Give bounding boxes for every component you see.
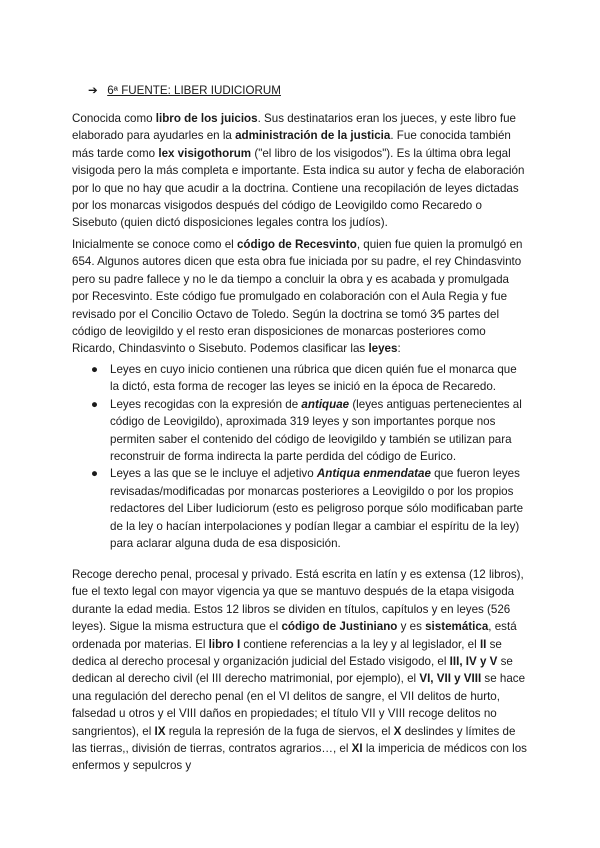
- bullet-icon: ●: [91, 363, 99, 376]
- laws-classification-list: [72, 361, 528, 552]
- section-heading: [88, 82, 281, 99]
- term-administracion-justicia: administración de la justicia: [235, 129, 391, 143]
- term-codigo-recesvinto: código de Recesvinto: [236, 238, 357, 251]
- term-libro-juicios: libro de los juicios: [155, 112, 258, 125]
- list-item: ● Leyes recogidas con la expresión de antiquae (leyes antiguas pertenecientes al código de Leovigildo), aproximada 319 leyes y son importantes porque nos permiten saber el contenido del código de leovigildo y también se utilizan para reconstruir de forma indirecta la parte perdida del código de Eurico.: [91, 397, 522, 464]
- arrow-icon: ➔: [88, 84, 98, 97]
- paragraph-recesvinto: Inicialmente se conoce como el código de Recesvinto, quien fue quien la promulgó en 654. Algunos autores dicen que esta obra fue iniciada por su padre, el rey Chindasvinto pero su padre fallece y no le da tiempo a concluir la obra y es acabada y promulgada por Recesvinto. Este código fue promulgado en colaboración con el Aula Regia y fue revisado por el Concilio Octavo de Toledo. Según la doctrina se tomó 3∕5 partes del código de leovigildo y el resto eran disposiciones de monarcas posteriores como Ricardo, Chindasvinto o Sisebuto. Podemos clasificar las leyes:: [72, 238, 523, 356]
- paragraph-intro: Conocida como libro de los juicios. Sus destinatarios eran los jueces, y este libro fue elaborado para ayudarles en la administración de la justicia. Fue conocida también más tarde como lex visigothorum ("el libro de los visigodos"). Es la última obra legal visigoda pero la más completa e importante. Esta indica su autor y fecha de elaboración por lo que no hay que acudir a la doctrina. Contiene una recopilación de leyes dictadas por los monarcas visigodos después del código de Leovigildo como Recaredo o Sisebuto (quien dictó disposiciones legales contra los judíos).: [72, 112, 525, 230]
- section-title: 6ª FUENTE: LIBER IUDICIORUM: [107, 84, 281, 97]
- paragraph-contents: Recoge derecho penal, procesal y privado. Está escrita en latín y es extensa (12 libros), fue el texto legal con mayor vigencia ya que se mantuvo después de la etapa visigoda durante la edad media. Estos 12 libros se dividen en títulos, capítulos y en leyes (526 leyes). Sigue la misma estructura que el código de Justiniano y es sistemática, está ordenada por materias. El libro I contiene referencias a la ley y al legislador, el II se dedica al derecho procesal y organización judicial del Estado visigodo, el III, IV y V se dedican al derecho civil (el III derecho matrimonial, por ejemplo), el VI, VII y VIII se hace una regulación del derecho penal (en el VI delitos de sangre, el VII delitos de hurto, falsedad u otros y el VIII daños en propiedades; el título VII y VIII recoge delitos no sangrientos), el IX regula la represión de la fuga de siervos, el X deslindes y límites de las tierras,, división de tierras, contratos agrarios…, el XI la impericia de médicos con los enfermos y sepulcros y: [72, 568, 527, 773]
- term-antiquae: antiquae: [301, 397, 350, 411]
- bullet-icon: ●: [91, 467, 99, 481]
- term-lex-visigothorum: lex visigothorum: [158, 146, 252, 160]
- list-item: ● Leyes en cuyo inicio contienen una rúbrica que dicen quién fue el monarca que la dictó, esta forma de recoger las leyes se inició en la época de Recaredo.: [91, 363, 517, 394]
- term-leyes: leyes: [368, 342, 398, 356]
- list-item: ● Leyes a las que se le incluye el adjetivo Antiqua enmendatae que fueron leyes revisadas/modificadas por monarcas posteriores a Leovigildo o por los propios redactores del Liber Iudiciorum (esto es peligroso porque sólo modificaban parte de la ley o hacían interpolaciones y podían llegar a cambiar el espíritu de la ley) para aclarar alguna duda de esa disposición.: [91, 467, 524, 551]
- bullet-icon: ●: [91, 397, 99, 411]
- term-antiqua-enmendatae: Antiqua enmendatae: [316, 467, 431, 481]
